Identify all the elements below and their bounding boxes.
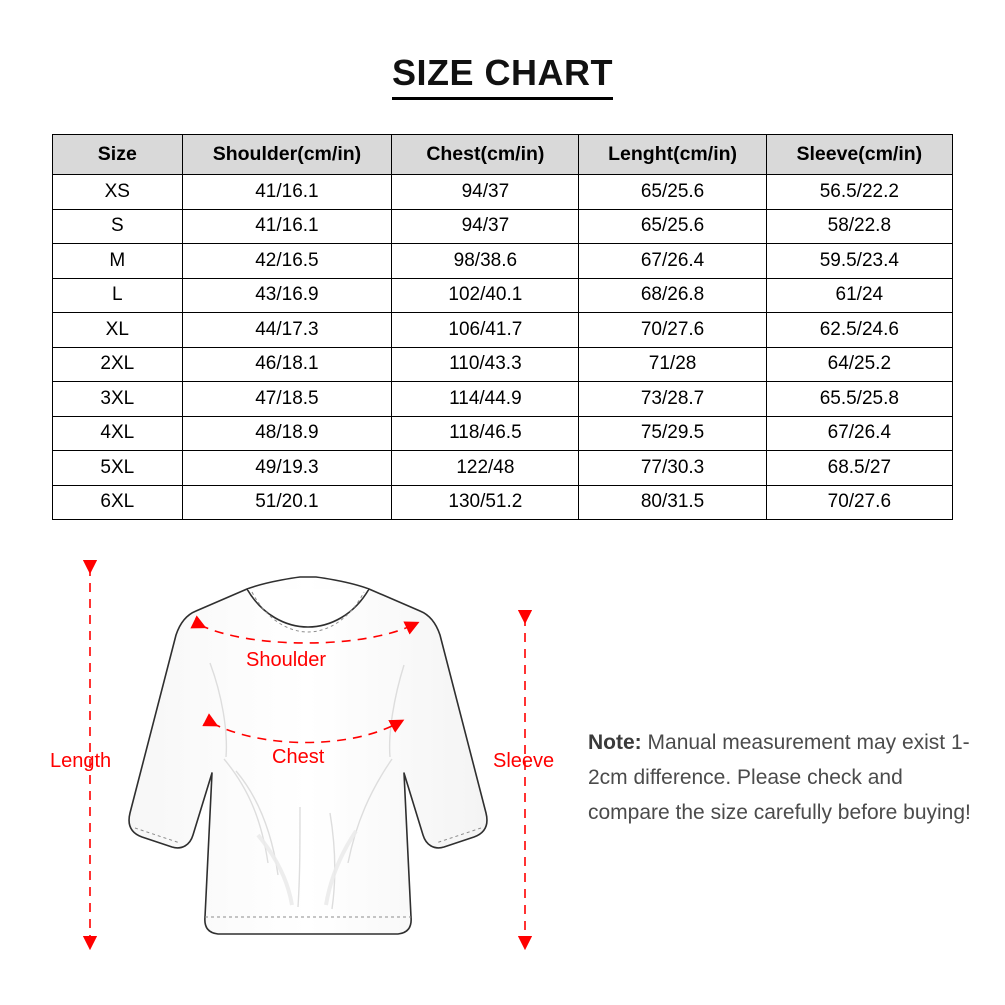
cell-shoulder: 41/16.1 (182, 175, 392, 210)
table-row (53, 175, 953, 210)
cell-size: XL (53, 313, 183, 348)
cell-length: 73/28.7 (579, 382, 766, 417)
cell-chest: 102/40.1 (392, 278, 579, 313)
column-header-chest: Chest(cm/in) (392, 135, 579, 175)
table-row (53, 209, 953, 244)
cell-chest: 122/48 (392, 451, 579, 486)
label-sleeve: Sleeve (493, 750, 555, 772)
cell-sleeve: 58/22.8 (766, 209, 952, 244)
cell-shoulder: 51/20.1 (182, 485, 392, 520)
cell-size: 6XL (53, 485, 183, 520)
cell-length: 70/27.6 (579, 313, 766, 348)
column-header-shoulder: Shoulder(cm/in) (182, 135, 392, 175)
table-row (53, 416, 953, 451)
cell-size: 3XL (53, 382, 183, 417)
label-shoulder: Shoulder (246, 649, 327, 671)
table-row (53, 485, 953, 520)
cell-length: 75/29.5 (579, 416, 766, 451)
cell-chest: 98/38.6 (392, 244, 579, 279)
cell-sleeve: 62.5/24.6 (766, 313, 952, 348)
size-chart-table (52, 134, 953, 520)
cell-chest: 94/37 (392, 175, 579, 210)
cell-shoulder: 49/19.3 (182, 451, 392, 486)
cell-length: 65/25.6 (579, 209, 766, 244)
cell-shoulder: 42/16.5 (182, 244, 392, 279)
cell-size: 4XL (53, 416, 183, 451)
cell-length: 80/31.5 (579, 485, 766, 520)
cell-shoulder: 41/16.1 (182, 209, 392, 244)
cell-size: M (53, 244, 183, 279)
cell-length: 68/26.8 (579, 278, 766, 313)
cell-chest: 106/41.7 (392, 313, 579, 348)
table-row (53, 244, 953, 279)
table-row (53, 347, 953, 382)
cell-size: 2XL (53, 347, 183, 382)
cell-size: L (53, 278, 183, 313)
cell-chest: 130/51.2 (392, 485, 579, 520)
column-header-length: Lenght(cm/in) (579, 135, 766, 175)
measurement-note (588, 725, 980, 830)
table-header-row (53, 135, 953, 175)
label-chest: Chest (272, 746, 325, 768)
cell-shoulder: 48/18.9 (182, 416, 392, 451)
note-label: Note: (588, 731, 642, 754)
note-text: Manual measurement may exist 1-2cm difference. Please check and compare the size carefully before buying! (588, 731, 971, 824)
cell-chest: 94/37 (392, 209, 579, 244)
table-row (53, 451, 953, 486)
cell-sleeve: 59.5/23.4 (766, 244, 952, 279)
cell-size: 5XL (53, 451, 183, 486)
cell-length: 77/30.3 (579, 451, 766, 486)
page-title: SIZE CHART (392, 52, 613, 100)
size-chart-table-container (52, 134, 953, 520)
cell-size: S (53, 209, 183, 244)
column-header-sleeve: Sleeve(cm/in) (766, 135, 952, 175)
table-row (53, 278, 953, 313)
cell-sleeve: 68.5/27 (766, 451, 952, 486)
cell-sleeve: 65.5/25.8 (766, 382, 952, 417)
cell-sleeve: 61/24 (766, 278, 952, 313)
cell-chest: 110/43.3 (392, 347, 579, 382)
cell-shoulder: 46/18.1 (182, 347, 392, 382)
cell-sleeve: 64/25.2 (766, 347, 952, 382)
cell-length: 71/28 (579, 347, 766, 382)
cell-sleeve: 56.5/22.2 (766, 175, 952, 210)
table-row (53, 313, 953, 348)
page-title-container (0, 0, 1005, 100)
cell-length: 67/26.4 (579, 244, 766, 279)
cell-chest: 118/46.5 (392, 416, 579, 451)
cell-chest: 114/44.9 (392, 382, 579, 417)
cell-sleeve: 70/27.6 (766, 485, 952, 520)
label-length: Length (50, 750, 112, 772)
table-row (53, 382, 953, 417)
cell-sleeve: 67/26.4 (766, 416, 952, 451)
column-header-size: Size (53, 135, 183, 175)
cell-shoulder: 47/18.5 (182, 382, 392, 417)
cell-length: 65/25.6 (579, 175, 766, 210)
cell-size: XS (53, 175, 183, 210)
cell-shoulder: 43/16.9 (182, 278, 392, 313)
cell-shoulder: 44/17.3 (182, 313, 392, 348)
